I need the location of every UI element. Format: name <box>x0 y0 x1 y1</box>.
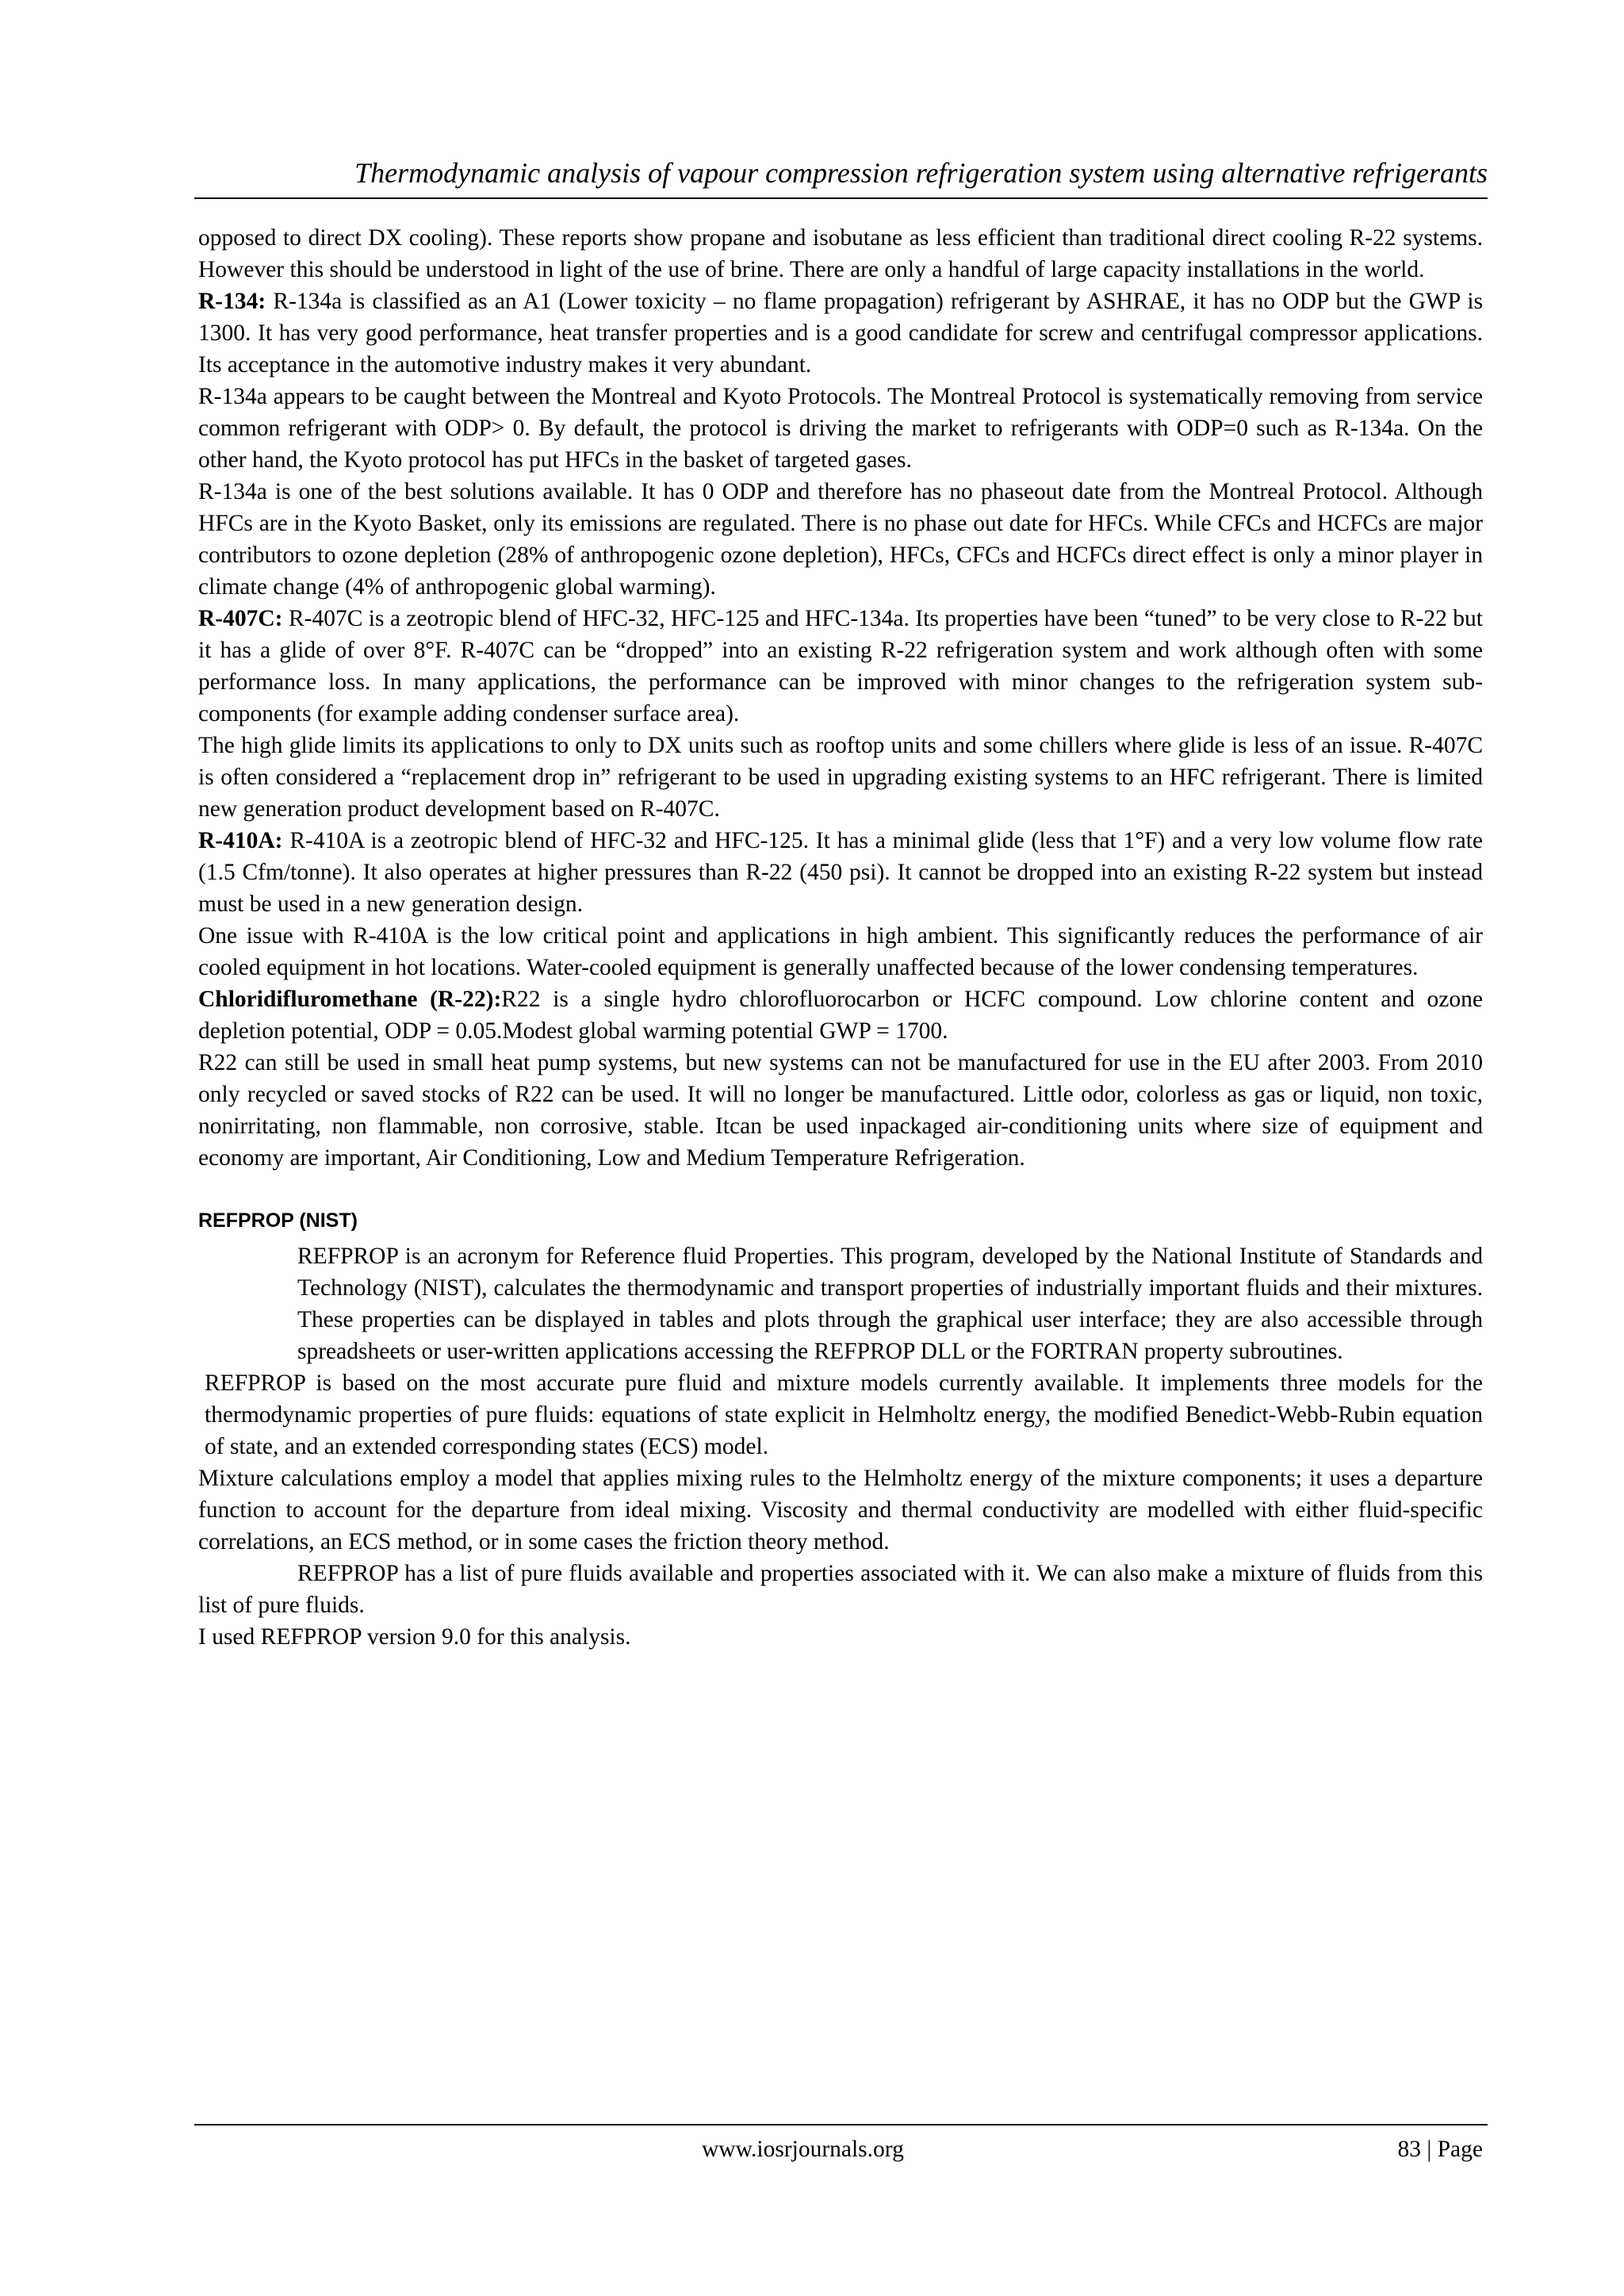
paragraph-protocols: R-134a appears to be caught between the Montreal and Kyoto Protocols. The Montreal Protocol is systematically removing from service common refrigerant with ODP> 0. By default, the protocol is driving the market to refrigerants with ODP=0 such as R-134a. On the other hand, the Kyoto protocol has put HFCs in the basket of targeted gases. <box>198 384 1483 473</box>
term-r22: Chloridifluromethane (R-22): <box>198 987 502 1012</box>
paragraph-refprop-fluids: REFPROP has a list of pure fluids available and properties associated with it. We can also make a mixture of fluids from this list of pure fluids. <box>198 1561 1483 1618</box>
journal-url: www.iosrjournals.org <box>702 2137 904 2162</box>
running-title: Thermodynamic analysis of vapour compression refrigeration system using alternative refrigerants <box>354 157 1488 189</box>
paragraph-glide: The high glide limits its applications to only to DX units such as rooftop units and some chillers where glide is less of an issue. R-407C is often considered a “replacement drop in” refrigerant to be used in upgrading existing systems to an HFC refrigerant. There is limited new generation product development based on R-407C. <box>198 733 1483 822</box>
paragraph-refprop-intro: REFPROP is an acronym for Reference fluid Properties. This program, developed by the National Institute of Standards and Technology (NIST), calculates the thermodynamic and transport properties of industrially important fluids and their mixtures. These properties can be displayed in tables and plots through the graphical user interface; they are also accessible through spreadsheets or user-written applications accessing the REFPROP DLL or the FORTRAN property subroutines. <box>297 1244 1483 1364</box>
r410a-description: R-410A is a zeotropic blend of HFC-32 and HFC-125. It has a minimal glide (less that 1°F) and a very low volume flow rate (1.5 Cfm/tonne). It also operates at higher pressures than R-22 (450 psi). It cannot be dropped into an existing R-22 system but instead must be used in a new generation design. <box>198 828 1483 917</box>
r22-description: R22 is a single hydro chlorofluorocarbon or HCFC compound. Low chlorine content and ozone depletion potential, ODP = 0.05.Modest global warming potential GWP = 1700. <box>198 987 1483 1044</box>
paragraph-refprop-version: I used REFPROP version 9.0 for this analysis. <box>198 1624 631 1650</box>
r134-description: R-134a is classified as an A1 (Lower toxicity – no flame propagation) refrigerant by ASHRAE, it has no ODP but the GWP is 1300. It has very good performance, heat transfer properties and is a good candidate for screw and centrifugal compressor applications. Its acceptance in the automotive industry makes it very abundant. <box>198 289 1483 378</box>
term-r134: R-134: <box>198 289 266 314</box>
paragraph-refprop-mixtures: Mixture calculations employ a model that applies mixing rules to the Helmholtz energy of the mixture components; it uses a departure function to account for the departure from ideal mixing. Viscosity and thermal conductivity are modelled with either fluid-specific correlations, an ECS method, or in some cases the friction theory method. <box>198 1466 1483 1554</box>
paragraph-r410a-issue: One issue with R-410A is the low critical point and applications in high ambient. This significantly reduces the performance of air cooled equipment in hot locations. Water-cooled equipment is generally unaffected because of the lower condensing temperatures. <box>198 923 1483 980</box>
footer-divider <box>194 2124 1488 2125</box>
running-header <box>194 155 1488 199</box>
paragraph-r22-usage: R22 can still be used in small heat pump systems, but new systems can not be manufactured for use in the EU after 2003. From 2010 only recycled or saved stocks of R22 can be used. It will no longer be manufactured. Little odor, colorless as gas or liquid, non toxic, nonirritating, non flammable, non corrosive, stable. Itcan be used inpackaged air-conditioning units where size of equipment and economy are important, Air Conditioning, Low and Medium Temperature Refrigeration. <box>198 1050 1483 1171</box>
term-r410a: R-410A: <box>198 828 283 853</box>
article-body <box>198 222 1483 1653</box>
paragraph-r410a <box>198 825 1483 920</box>
paragraph-r22 <box>198 983 1483 1047</box>
paragraph-r407c <box>198 603 1483 730</box>
paragraph-refprop-models: REFPROP is based on the most accurate pure fluid and mixture models currently available. It implements three models for the thermodynamic properties of pure fluids: equations of state explicit in Helmholtz energy, the modified Benedict-Webb-Rubin equation of state, and an extended corresponding states (ECS) model. <box>205 1370 1483 1459</box>
section-heading-refprop: REFPROP (NIST) <box>198 1209 358 1232</box>
paragraph-r134a-solution: R-134a is one of the best solutions available. It has 0 ODP and therefore has no phaseout date from the Montreal Protocol. Although HFCs are in the Kyoto Basket, only its emissions are regulated. There is no phase out date for HFCs. While CFCs and HCFCs are major contributors to ozone depletion (28% of anthropogenic ozone depletion), HFCs, CFCs and HCFCs direct effect is only a minor player in climate change (4% of anthropogenic global warming). <box>198 479 1483 600</box>
paragraph-continuation: opposed to direct DX cooling). These reports show propane and isobutane as less efficient than traditional direct cooling R-22 systems. However this should be understood in light of the use of brine. There are only a handful of large capacity installations in the world. <box>198 225 1483 282</box>
r407c-description: R-407C is a zeotropic blend of HFC-32, HFC-125 and HFC-134a. Its properties have been “tuned” to be very close to R-22 but it has a glide of over 8°F. R-407C can be “dropped” into an existing R-22 refrigeration system and work although often with some performance loss. In many applications, the performance can be improved with minor changes to the refrigeration system sub-components (for example adding condenser surface area). <box>198 606 1483 726</box>
term-r407c: R-407C: <box>198 606 283 631</box>
page-number: 83 | Page <box>1397 2137 1483 2162</box>
paragraph-r134 <box>198 286 1483 381</box>
